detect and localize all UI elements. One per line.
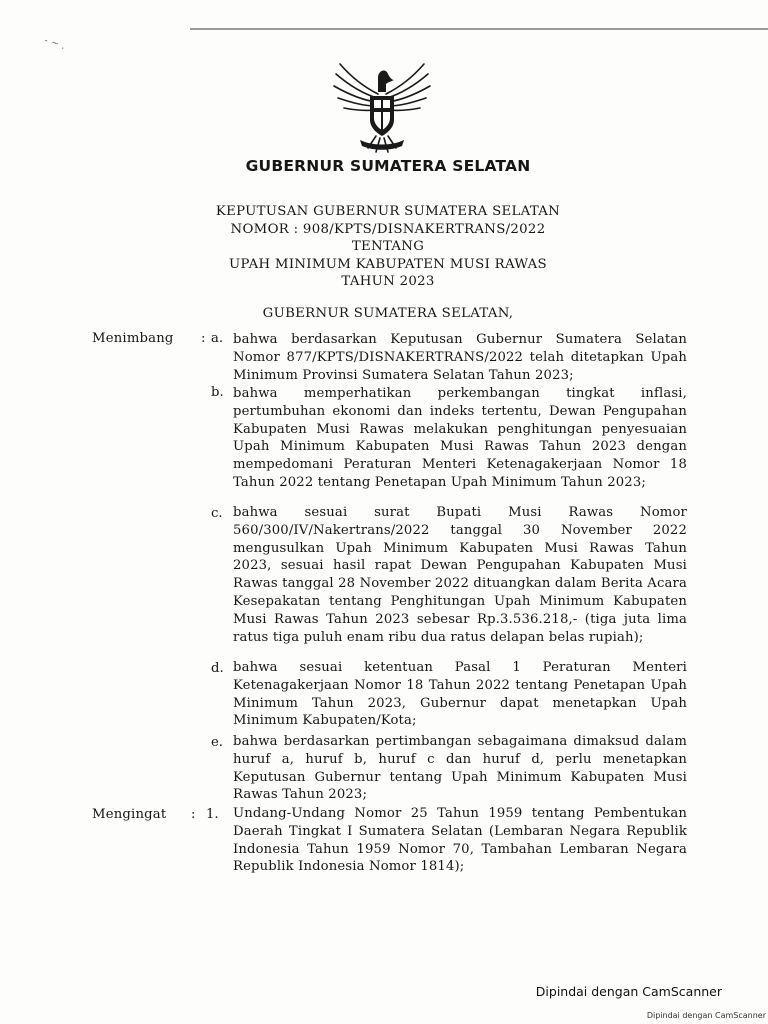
government-title: GUBERNUR SUMATERA SELATAN bbox=[245, 157, 531, 175]
menimbang-item-a: bahwa berdasarkan Keputusan Gubernur Sumatera Selatan Nomor 877/KPTS/DISNAKERTRANS/2022 telah ditetapkan Upah Minimum Provinsi Sumatera Selatan Tahun 2023; bbox=[233, 332, 687, 383]
decree-title: KEPUTUSAN GUBERNUR SUMATERA SELATAN bbox=[215, 204, 561, 219]
item-marker: e. bbox=[211, 735, 223, 750]
decree-subject-line2: TAHUN 2023 bbox=[341, 274, 435, 290]
menimbang-colon: : bbox=[201, 331, 206, 346]
mengingat-label: Mengingat bbox=[92, 807, 167, 822]
decree-subject-line1: UPAH MINIMUM KABUPATEN MUSI RAWAS bbox=[229, 256, 547, 272]
item-marker: b. bbox=[211, 385, 224, 400]
decree-header bbox=[4, 203, 768, 323]
item-marker: 1. bbox=[206, 807, 219, 822]
mengingat-item-1: Undang-Undang Nomor 25 Tahun 1959 tentang Pembentukan Daerah Tingkat I Sumatera Selatan (Lembaran Negara Republik Indonesia Tahun 1959 Nomor 70, Tambahan Lembaran Negara Republik Indonesia Nomor 1814); bbox=[233, 806, 687, 875]
decree-about: TENTANG bbox=[351, 239, 425, 255]
item-marker: d. bbox=[211, 661, 224, 676]
menimbang-label: Menimbang bbox=[92, 331, 174, 346]
menimbang-item-c: bahwa sesuai surat Bupati Musi Rawas Nomor 560/300/IV/Nakertrans/2022 tanggal 30 November 2022 mengusulkan Upah Minimum Kabupaten Musi Rawas Tahun 2023, sesuai hasil rapat Dewan Pengupahan Kabupaten Musi Rawas tanggal 28 November 2022 dituangkan dalam Berita Acara Kesepakatan tentang Penghitungan Upah Minimum Kabupaten Musi Rawas Tahun 2023 sebesar Rp.3.536.218,- (tiga juta lima ratus tiga puluh enam ribu dua ratus delapan belas rupiah); bbox=[233, 505, 687, 645]
decree-issuer: GUBERNUR SUMATERA SELATAN, bbox=[262, 305, 514, 321]
menimbang-item-b: bahwa memperhatikan perkembangan tingkat inflasi, pertumbuhan ekonomi dan indeks tertentu, Dewan Pengupahan Kabupaten Musi Rawas melakukan penghitungan penyesuaian Upah Minimum Kabupaten Musi Rawas Tahun 2023 dengan mempedomani Peraturan Menteri Ketenagakerjaan Nomor 18 Tahun 2022 tentang Penetapan Upah Minimum Tahun 2023; bbox=[233, 386, 687, 490]
decree-number: NOMOR : 908/KPTS/DISNAKERTRANS/2022 bbox=[230, 221, 546, 237]
menimbang-item-d: bahwa sesuai ketentuan Pasal 1 Peraturan Menteri Ketenagakerjaan Nomor 18 Tahun 2022 tentang Penetapan Upah Minimum Tahun 2023, Gubernur dapat menetapkan Upah Minimum Kabupaten/Kota; bbox=[233, 660, 687, 729]
menimbang-item-e: bahwa berdasarkan pertimbangan sebagaimana dimaksud dalam huruf a, huruf b, huruf c dan huruf d, perlu menetapkan Keputusan Gubernur tentang Upah Minimum Kabupaten Musi Rawas Tahun 2023; bbox=[233, 734, 687, 803]
garuda-emblem-icon bbox=[330, 58, 434, 156]
scan-artifact: - ~ . bbox=[42, 34, 67, 53]
mengingat-colon: : bbox=[191, 807, 196, 822]
scanner-watermark: Dipindai dengan CamScanner bbox=[535, 984, 722, 999]
scanner-watermark-small: Dipindai dengan CamScanner bbox=[646, 1011, 766, 1020]
item-marker: c. bbox=[211, 506, 223, 521]
scan-top-line bbox=[190, 28, 768, 30]
item-marker: a. bbox=[211, 331, 224, 346]
